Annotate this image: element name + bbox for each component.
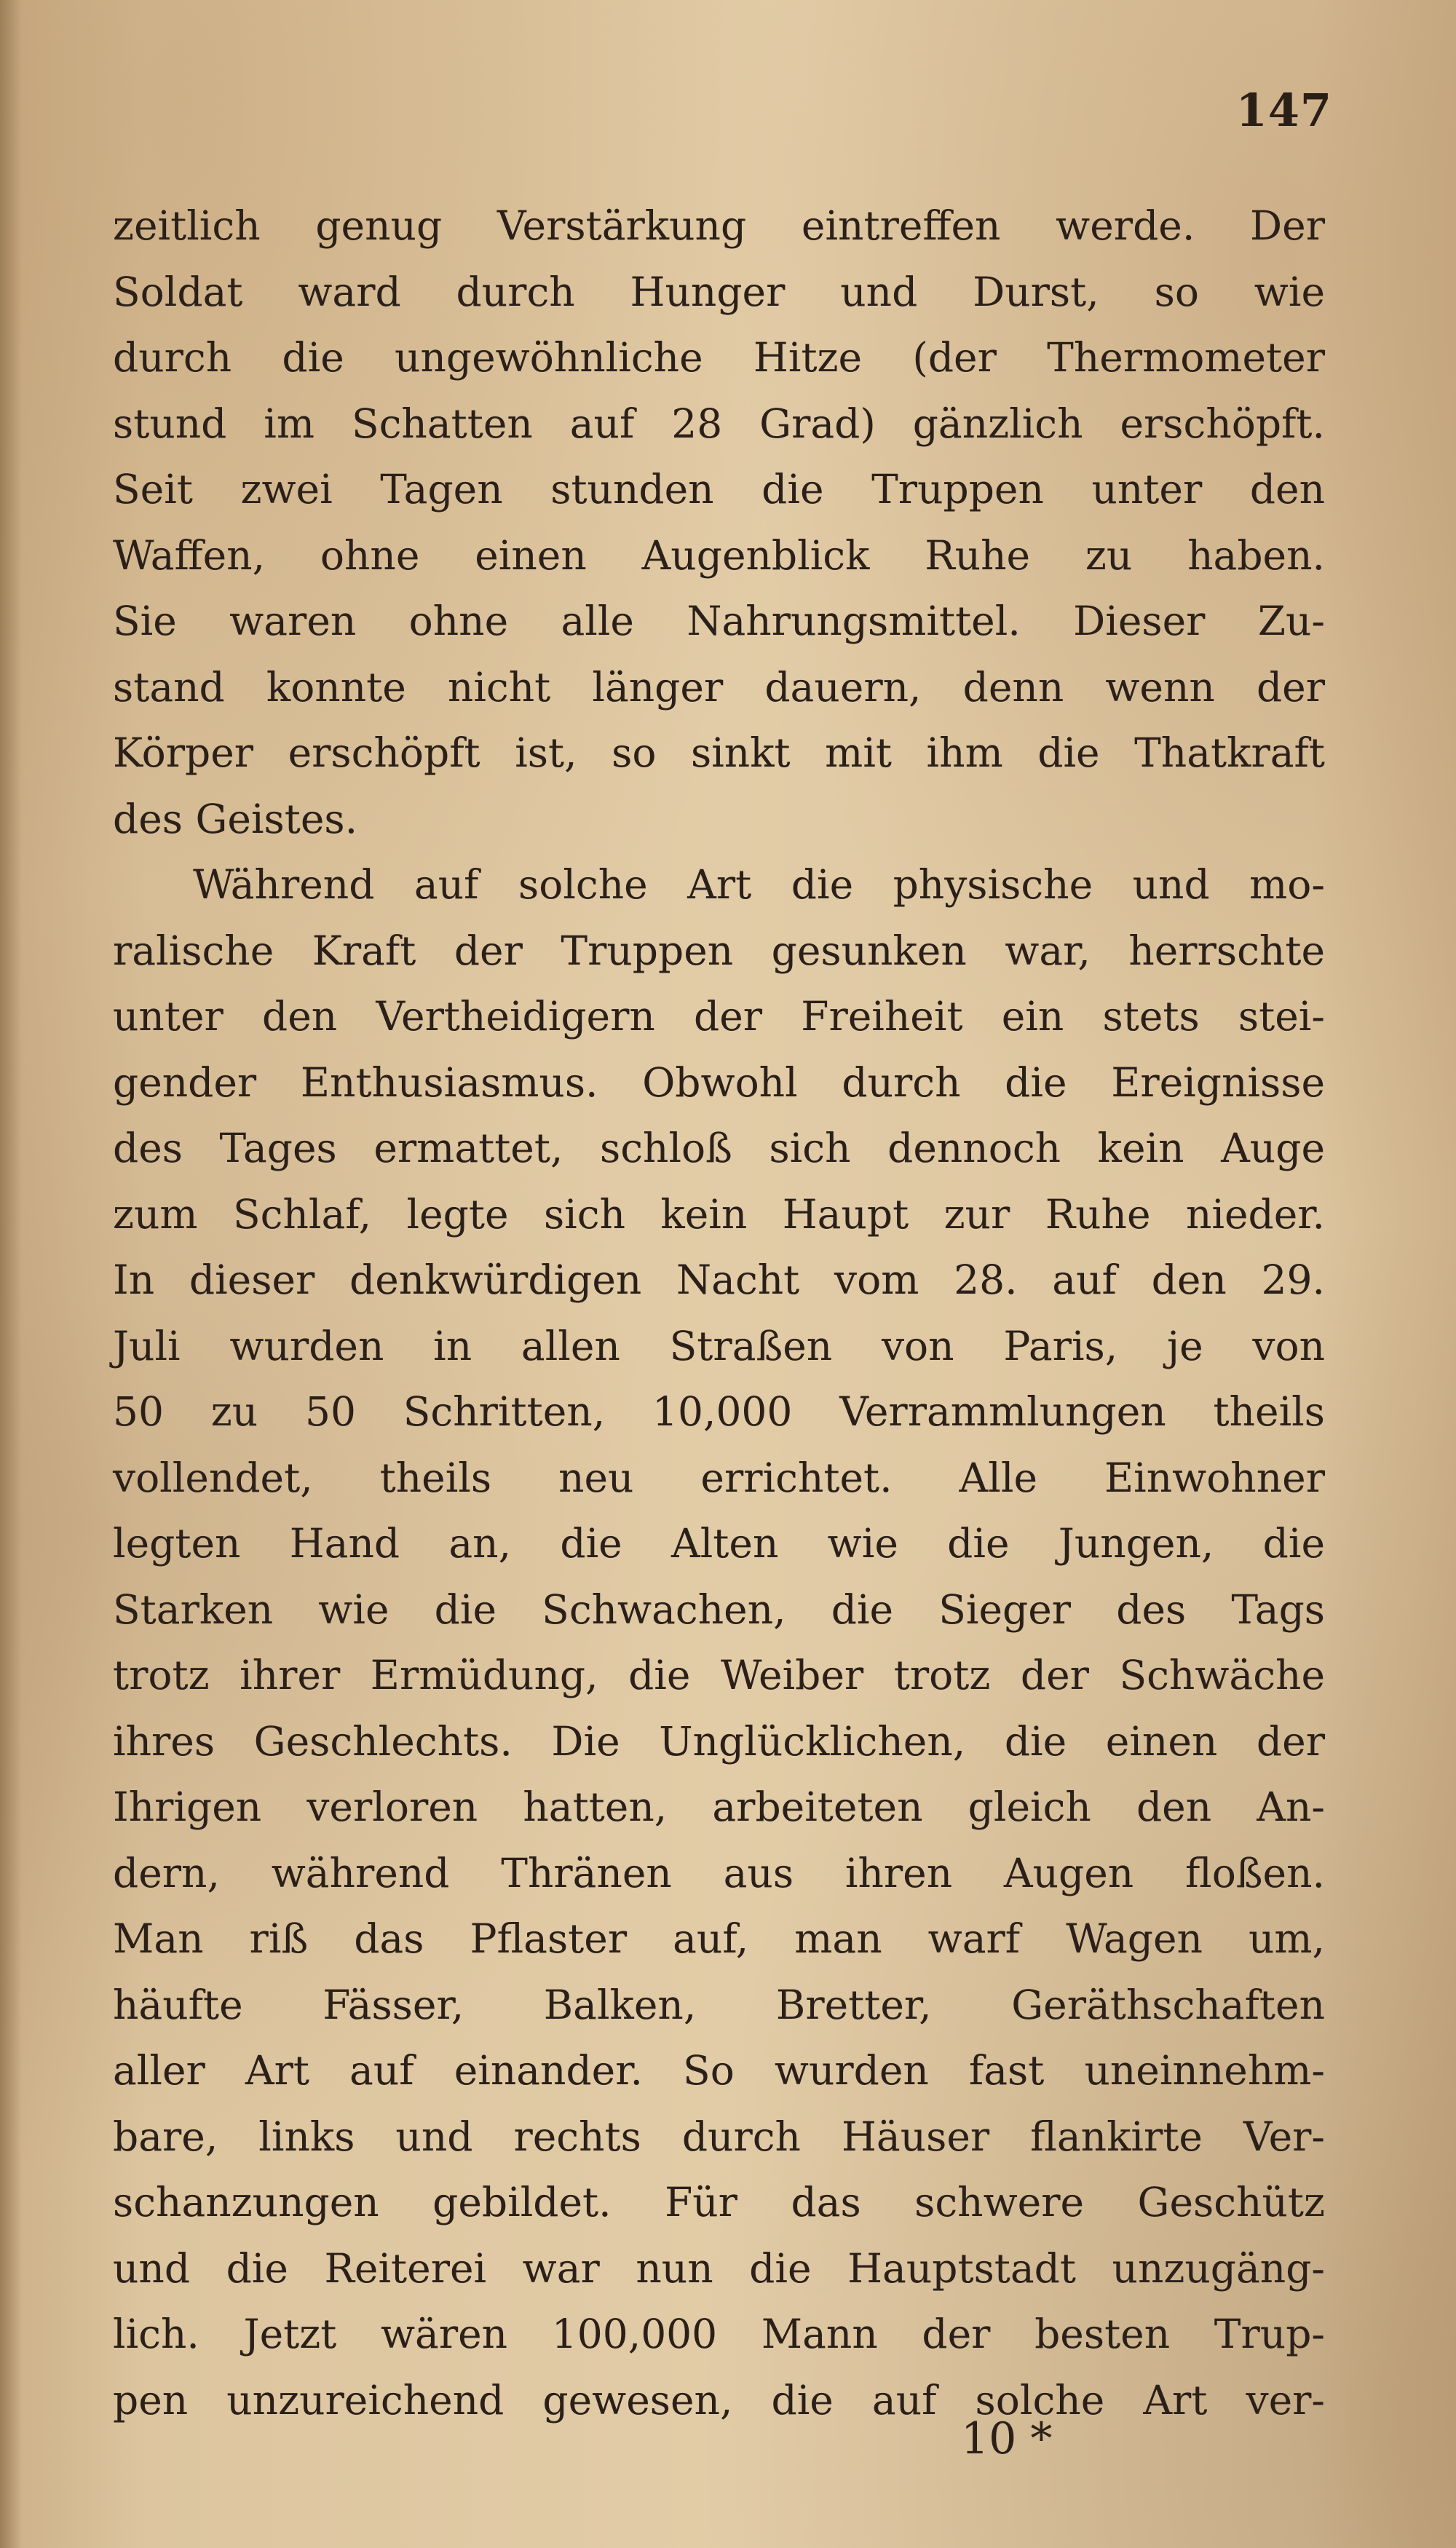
text-line: bare, links und rechts durch Häuser flankirte Ver-	[113, 2113, 1325, 2160]
text-line: In dieser denkwürdigen Nacht vom 28. auf den 29.	[113, 1257, 1325, 1303]
text-line: vollendet, theils neu errichtet. Alle Einwohner	[113, 1454, 1325, 1501]
text-line: durch die ungewöhnliche Hitze (der Thermometer	[113, 334, 1325, 381]
text-line: Soldat ward durch Hunger und Durst, so wie	[113, 268, 1325, 315]
text-line: und die Reiterei war nun die Hauptstadt unzugäng-	[113, 2244, 1325, 2292]
text-line: dern, während Thränen aus ihren Augen floßen.	[113, 1849, 1325, 1896]
page-gutter-shadow	[0, 0, 22, 2548]
text-line: trotz ihrer Ermüdung, die Weiber trotz der Schwäche	[113, 1652, 1325, 1698]
text-line: lich. Jetzt wären 100,000 Mann der besten Trup-	[113, 2311, 1325, 2357]
text-line: des Geistes.	[113, 795, 358, 842]
text-line: legten Hand an, die Alten wie die Jungen, die	[113, 1520, 1325, 1567]
text-line: Waffen, ohne einen Augenblick Ruhe zu haben.	[113, 531, 1325, 579]
text-line: stand konnte nicht länger dauern, denn wenn der	[113, 663, 1325, 711]
page-text-body	[113, 193, 1325, 2433]
text-line: 50 zu 50 Schritten, 10,000 Verrammlungen theils	[113, 1388, 1325, 1435]
text-line: Sie waren ohne alle Nahrungsmittel. Dieser Zu-	[113, 598, 1325, 644]
text-line: Ihrigen verloren hatten, arbeiteten gleich den An-	[113, 1784, 1325, 1830]
text-line: gender Enthusiasmus. Obwohl durch die Ereignisse	[113, 1059, 1325, 1106]
text-line: zeitlich genug Verstärkung eintreffen werde. Der	[113, 202, 1325, 249]
text-line: ralische Kraft der Truppen gesunken war, herrschte	[113, 927, 1325, 974]
text-line: schanzungen gebildet. Für das schwere Geschütz	[113, 2179, 1325, 2225]
text-line: ihres Geschlechts. Die Unglücklichen, die einen der	[113, 1717, 1325, 1765]
text-line-indented: Während auf solche Art die physische und mo-	[193, 861, 1325, 908]
text-line: zum Schlaf, legte sich kein Haupt zur Ruhe nieder.	[113, 1190, 1325, 1238]
text-line: Starken wie die Schwachen, die Sieger des Tags	[113, 1586, 1325, 1633]
text-line: des Tages ermattet, schloß sich dennoch kein Auge	[113, 1125, 1325, 1171]
text-line: stund im Schatten auf 28 Grad) gänzlich erschöpft.	[113, 400, 1325, 447]
text-line: pen unzureichend gewesen, die auf solche Art ver-	[113, 2376, 1325, 2424]
page-number: 147	[1235, 84, 1332, 137]
text-line: Juli wurden in allen Straßen von Paris, je von	[113, 1322, 1325, 1369]
text-line: häufte Fässer, Balken, Bretter, Geräthschaften	[113, 1981, 1325, 2028]
text-line: Seit zwei Tagen stunden die Truppen unter den	[113, 466, 1325, 513]
text-line: Man riß das Pflaster auf, man warf Wagen um,	[113, 1915, 1325, 1962]
text-line: unter den Vertheidigern der Freiheit ein stets stei-	[113, 993, 1325, 1040]
text-line: aller Art auf einander. So wurden fast uneinnehm-	[113, 2047, 1325, 2094]
printer-signature-mark: 10 *	[961, 2413, 1053, 2464]
text-line: Körper erschöpft ist, so sinkt mit ihm die Thatkraft	[113, 729, 1325, 776]
